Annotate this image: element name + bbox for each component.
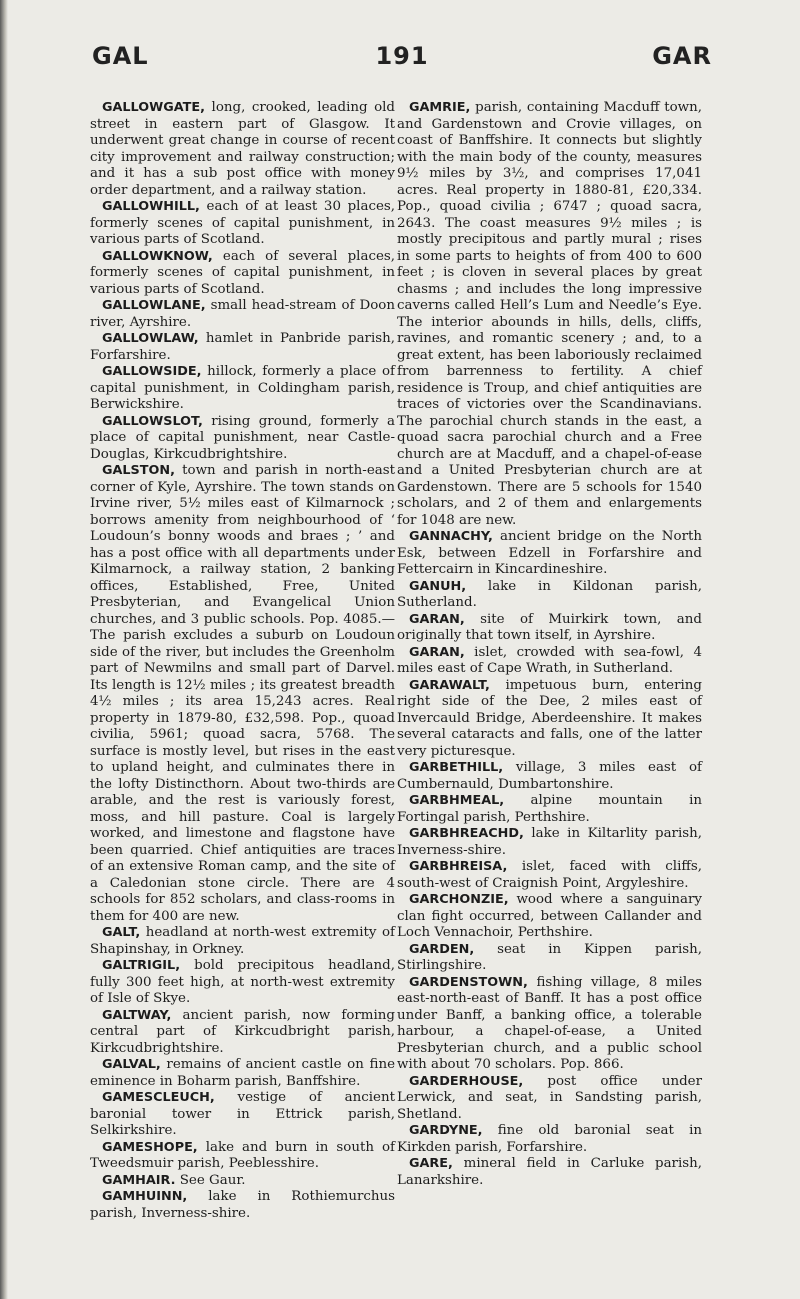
entry-headword: GARBHREACHD, [409, 826, 524, 841]
gazetteer-entry [397, 529, 702, 579]
entry-headword: GARDENSTOWN, [409, 974, 528, 990]
entry-headword: GALLOWGATE, [102, 100, 205, 115]
entry-headword: GARBETHILL, [409, 760, 504, 775]
right-column [397, 100, 702, 1189]
entry-headword: GARBHREISA, [409, 859, 508, 874]
gazetteer-entry [397, 760, 702, 793]
gazetteer-entry [397, 678, 702, 761]
entry-text: lake in Kildonan parish, Sutherland. [397, 578, 702, 610]
entry-headword: GARDEN, [409, 941, 475, 957]
entry-headword: GALSTON, [102, 463, 175, 478]
entry-text: lake in Kiltarlity parish, Inverness-shire. [397, 826, 702, 858]
entry-headword: GALLOWSLOT, [102, 413, 203, 429]
gazetteer-entry [397, 942, 702, 975]
entry-text: alpine mountain in Fortingal parish, Perthshire. [397, 793, 702, 825]
gazetteer-entry [90, 298, 395, 331]
header-left-guideword: GAL [92, 42, 149, 70]
entry-text: wood where a sanguinary clan fight occurred, between Callander and Loch Vennachoir, Perthshire. [397, 892, 702, 940]
gazetteer-entry [90, 1173, 395, 1190]
entry-headword: GARAN, [409, 644, 465, 660]
entry-text: each of several places, formerly scenes of capital punishment, in various parts of Scotland. [90, 248, 395, 297]
entry-text: town and parish in north-east corner of Kyle, Ayrshire. The town stands on Irvine river, 5½ miles east of Kilmarnock ; borrows amenity from neighbourhood of ‘ Loudoun’s bonny woods and braes ; ’ and has a post office with all departments under Kilmarnock, a railway station, 2 banking offices, Established, Free, United Presbyterian, and Evangelical Union churches, and 3 public schools. Pop. 4085.—The parish excludes a suburb on Loudoun side of the river, but includes the Greenholm part of Newmilns and small part of Darvel. Its length is 12½ miles ; its greatest breadth 4½ miles ; its area 15,243 acres. Real property in 1879-80, £32,598. Pop., quoad civilia, 5961; quoad sacra, 5768. The surface is mostly level, but rises in the east to upland height, and culminates there in the lofty Distincthorn. About two-thirds are arable, and the rest is variously forest, moss, and hill pasture. Coal is largely worked, and limestone and flagstone have been quarried. Chief antiquities are traces of an extensive Roman camp, and the site of a Caledonian stone circle. There are 4 schools for 852 scholars, and class-rooms in them for 400 are new. [90, 463, 395, 924]
entry-text: fine old baronial seat in Kirkden parish, Forfarshire. [397, 1123, 702, 1155]
entry-text: islet, faced with cliffs, south-west of Craignish Point, Argyleshire. [397, 859, 702, 891]
gazetteer-entry [90, 1140, 395, 1173]
entry-text: bold precipitous headland, fully 300 feet high, at north-west extremity of Isle of Skye. [90, 958, 395, 1006]
entry-headword: GAMRIE, [409, 100, 471, 115]
entry-headword: GAMHAIR. [102, 1172, 176, 1188]
entry-text: site of Muirkirk town, and originally that town itself, in Ayrshire. [397, 611, 702, 643]
entry-headword: GALLOWKNOW, [102, 248, 213, 264]
gazetteer-entry [397, 612, 702, 645]
entry-text: hillock, formerly a place of capital punishment, in Coldingham parish, Berwickshire. [90, 364, 395, 412]
gazetteer-entry [397, 859, 702, 892]
entry-headword: GARBHMEAL, [409, 793, 505, 808]
entry-text: See Gaur. [175, 1172, 246, 1188]
entry-headword: GARAN, [409, 611, 465, 627]
gazetteer-entry [90, 1090, 395, 1140]
entry-text: vestige of ancient baronial tower in Ettrick parish, Selkirkshire. [90, 1090, 395, 1138]
entry-headword: GAMESHOPE, [102, 1139, 198, 1155]
gazetteer-entry [90, 1057, 395, 1090]
gazetteer-entry [397, 579, 702, 612]
gazetteer-entry [90, 463, 395, 925]
gazetteer-entry [90, 100, 395, 199]
gazetteer-entry [397, 826, 702, 859]
entry-headword: GALVAL, [102, 1057, 161, 1072]
left-column [90, 100, 395, 1222]
entry-headword: GARE, [409, 1156, 453, 1171]
entry-headword: GALT, [102, 925, 141, 940]
entry-headword: GALLOWHILL, [102, 199, 200, 214]
entry-text: post office under Lerwick, and seat, in Sandsting parish, Shetland. [397, 1073, 702, 1122]
entry-text: parish, containing Macduff town, and Gardenstown and Crovie villages, on coast of Banffshire. It connects but slightly with the main body of the county, measures 9½ miles by 3½, and comprises 17,041 acres. Real property in 1880-81, £20,334. Pop., quoad civilia ; 6747 ; quoad sacra, 2643. The coast measures 9½ miles ; is mostly precipitous and partly mural ; rises in some parts to heights of from 400 to 600 feet ; is cloven in several places by great chasms ; and includes the long impressive caverns called Hell’s Lum and Needle’s Eye. The interior abounds in hills, dells, cliffs, ravines, and romantic scenery ; and, to a great extent, has been laboriously reclaimed from barrenness to fertility. A chief residence is Troup, and chief antiquities are traces of victories over the Scandinavians. The parochial church stands in the east, a quoad sacra parochial church and a Free church are at Macduff, and a chapel-of-ease and a United Presbyterian church are at Gardenstown. There are 5 schools for 1540 scholars, and 2 of them and enlargements for 1048 are new. [397, 100, 702, 528]
entry-headword: GANUH, [409, 578, 467, 594]
gazetteer-entry [397, 1123, 702, 1156]
entry-text: seat in Kippen parish, Stirlingshire. [397, 941, 702, 973]
entry-text: headland at north-west extremity of Shapinshay, in Orkney. [90, 925, 395, 957]
entry-text: rising ground, formerly a place of capital punishment, near Castle-Douglas, Kirkcudbrightshire. [90, 413, 395, 462]
entry-headword: GAMESCLEUCH, [102, 1090, 215, 1105]
entry-headword: GARAWALT, [409, 677, 490, 693]
entry-headword: GALTWAY, [102, 1007, 172, 1023]
entry-headword: GARDYNE, [409, 1123, 483, 1138]
gazetteer-entry [90, 249, 395, 299]
gazetteer-entry [90, 1008, 395, 1058]
entry-text: lake in Rothiemurchus parish, Inverness-shire. [90, 1189, 395, 1221]
gazetteer-entry [397, 892, 702, 942]
gazetteer-entry [90, 414, 395, 464]
entry-headword: GARCHONZIE, [409, 892, 509, 907]
gazetteer-entry [90, 958, 395, 1008]
gazetteer-entry [90, 1189, 395, 1222]
entry-text: lake and burn in south of Tweedsmuir parish, Peeblesshire. [90, 1139, 395, 1171]
gazetteer-entry [397, 793, 702, 826]
entry-text: long, crooked, leading old street in eastern part of Glasgow. It underwent great change in course of recent city improvement and railway construction; and it has a sub post office with money order department, and a railway station. [90, 100, 395, 198]
entry-text: small head-stream of Doon river, Ayrshire. [90, 298, 395, 330]
gazetteer-entry [90, 199, 395, 249]
entry-text: hamlet in Panbride parish, Forfarshire. [90, 331, 395, 363]
entry-headword: GANNACHY, [409, 529, 493, 544]
entry-text: ancient parish, now forming central part of Kirkcudbright parish, Kirkcudbrightshire. [90, 1007, 395, 1056]
page-binding-edge [0, 0, 8, 1299]
entry-headword: GALLOWSIDE, [102, 364, 202, 379]
gazetteer-entry [90, 925, 395, 958]
entry-text: each of at least 30 places, formerly scenes of capital punishment, in various parts of Scotland. [90, 199, 395, 247]
entry-text: islet, crowded with sea-fowl, 4 miles east of Cape Wrath, in Sutherland. [397, 644, 702, 676]
gazetteer-entry [397, 975, 702, 1074]
gazetteer-entry [90, 364, 395, 414]
gazetteer-entry [397, 645, 702, 678]
gazetteer-entry [90, 331, 395, 364]
gazetteer-entry [397, 1074, 702, 1124]
entry-text: mineral field in Carluke parish, Lanarkshire. [397, 1156, 702, 1188]
entry-headword: GALLOWLANE, [102, 298, 206, 313]
header-right-guideword: GAR [652, 42, 712, 70]
page-number: 191 [375, 42, 429, 70]
entry-text: village, 3 miles east of Cumbernauld, Dumbartonshire. [397, 760, 702, 792]
entry-text: impetuous burn, entering right side of the Dee, 2 miles east of Invercauld Bridge, Aberdeenshire. It makes several cataracts and falls, one of the latter very picturesque. [397, 677, 702, 759]
gazetteer-entry [397, 1156, 702, 1189]
entry-headword: GALTRIGIL, [102, 958, 181, 973]
entry-text: fishing village, 8 miles east-north-east of Banff. It has a post office under Banff, a banking office, a tolerable harbour, a chapel-of-ease, a United Presbyterian church, and a public school with about 70 scholars. Pop. 866. [397, 974, 702, 1072]
entry-text: remains of ancient castle on fine eminence in Boharm parish, Banffshire. [90, 1057, 395, 1089]
entry-headword: GAMHUINN, [102, 1189, 188, 1204]
running-header [92, 42, 712, 82]
entry-headword: GARDERHOUSE, [409, 1073, 524, 1089]
entry-headword: GALLOWLAW, [102, 331, 199, 346]
gazetteer-entry [397, 100, 702, 529]
entry-text: ancient bridge on the North Esk, between Edzell in Forfarshire and Fettercairn in Kincardineshire. [397, 529, 702, 577]
